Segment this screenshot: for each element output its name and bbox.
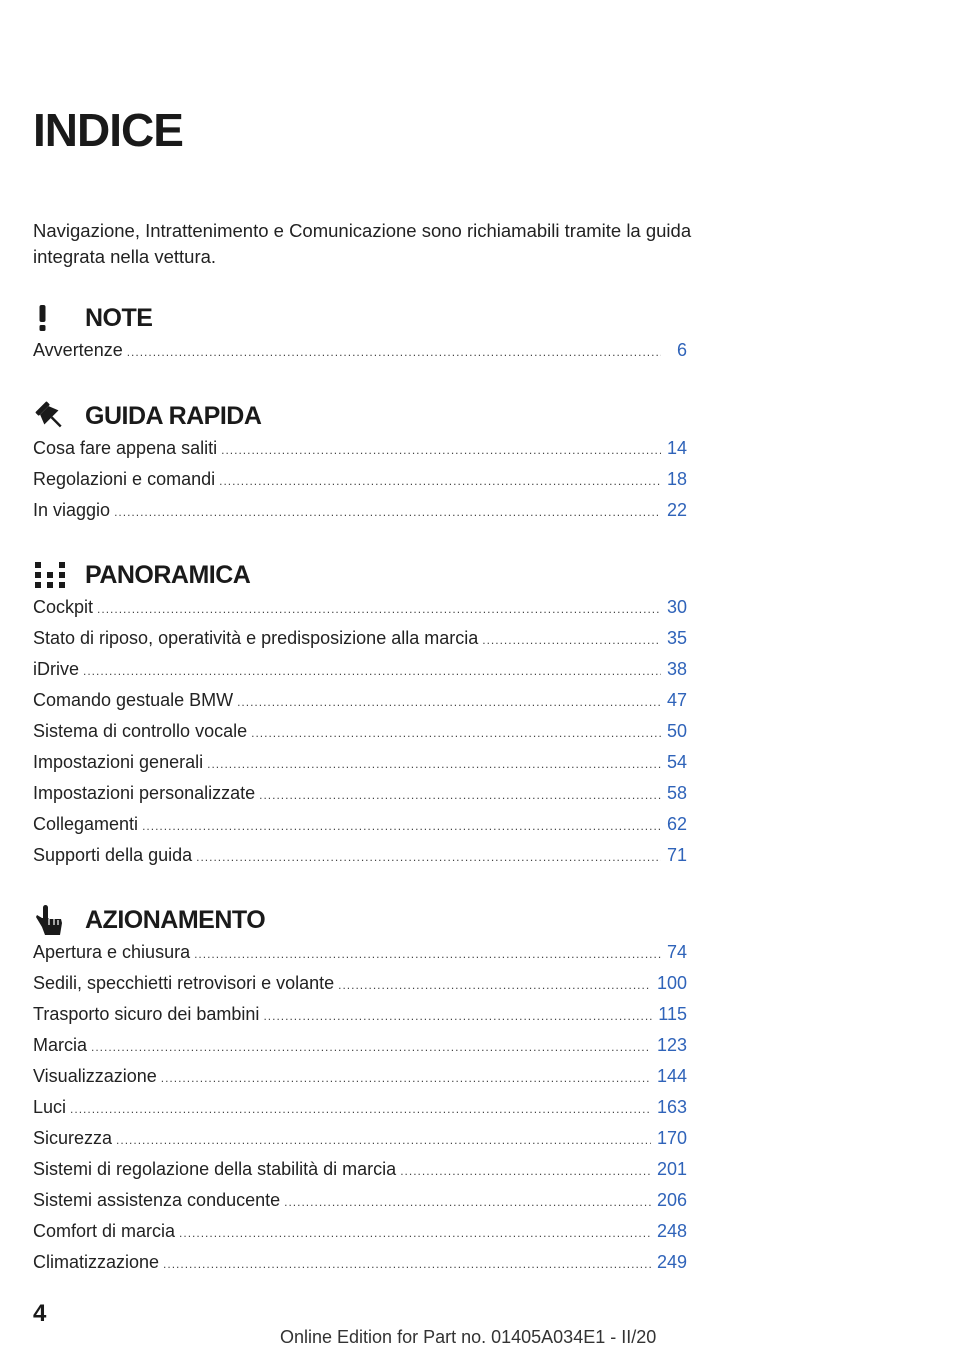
toc-entry-page[interactable]: 30	[666, 597, 687, 617]
section-title: NOTE	[85, 303, 153, 332]
toc-entry[interactable]	[33, 1066, 687, 1097]
toc-entry-page[interactable]: 14	[666, 438, 687, 458]
dot-leader	[70, 1102, 651, 1116]
toc-entry-label: Cockpit	[33, 597, 94, 617]
toc-entry[interactable]	[33, 1221, 687, 1252]
toc-entry-label: Climatizzazione	[33, 1252, 160, 1272]
toc-entry-page[interactable]: 74	[666, 942, 687, 962]
dot-leader	[196, 850, 661, 864]
toc-entry-page[interactable]: 100	[656, 973, 687, 993]
dot-leader	[114, 505, 661, 519]
dot-leader	[116, 1133, 651, 1147]
dot-leader	[400, 1164, 651, 1178]
toc-entry-page[interactable]: 22	[666, 500, 687, 520]
toc-entry[interactable]	[33, 438, 687, 469]
toc-entry-label: Stato di riposo, operatività e predisposizione alla marcia	[33, 628, 479, 648]
toc-entry-label: iDrive	[33, 659, 80, 679]
toc-entry[interactable]	[33, 973, 687, 1004]
exclamation-icon	[33, 300, 71, 336]
toc-entry[interactable]	[33, 628, 687, 659]
toc-entry[interactable]	[33, 814, 687, 845]
dot-leader	[482, 633, 661, 647]
dot-leader	[251, 726, 661, 740]
dot-leader	[179, 1226, 651, 1240]
toc-entry[interactable]	[33, 340, 687, 371]
dot-leader	[97, 602, 661, 616]
toc-entry[interactable]	[33, 1097, 687, 1128]
toc-entry[interactable]	[33, 500, 687, 531]
dot-leader	[83, 664, 661, 678]
dot-leader	[237, 695, 661, 709]
dot-leader	[284, 1195, 651, 1209]
toc-entry[interactable]	[33, 597, 687, 628]
toc-entry-label: Comfort di marcia	[33, 1221, 176, 1241]
dot-leader	[194, 947, 661, 961]
toc-entry[interactable]	[33, 1035, 687, 1066]
toc-entry[interactable]	[33, 469, 687, 500]
toc-entry[interactable]	[33, 1004, 687, 1035]
dot-leader	[263, 1009, 652, 1023]
toc-entry[interactable]	[33, 1159, 687, 1190]
toc-entry-page[interactable]: 6	[676, 340, 687, 360]
toc-entry-label: Luci	[33, 1097, 67, 1117]
toc-entry-page[interactable]: 163	[656, 1097, 687, 1117]
toc-entry-page[interactable]: 54	[666, 752, 687, 772]
section-header	[33, 902, 687, 938]
toc-entry-label: Marcia	[33, 1035, 88, 1055]
toc-entry-page[interactable]: 58	[666, 783, 687, 803]
toc-entry-page[interactable]: 71	[666, 845, 687, 865]
dot-leader	[142, 819, 661, 833]
dot-leader	[221, 443, 661, 457]
dot-leader	[259, 788, 661, 802]
toc-entry[interactable]	[33, 845, 687, 876]
dot-leader	[338, 978, 651, 992]
section-azionamento	[33, 902, 687, 1283]
grid-icon	[33, 557, 71, 593]
section-guida-rapida	[33, 398, 687, 531]
toc-entry-page[interactable]: 18	[666, 469, 687, 489]
page-number: 4	[33, 1300, 47, 1327]
toc-entry-page[interactable]: 47	[666, 690, 687, 710]
toc-entry[interactable]	[33, 690, 687, 721]
toc-entry-label: Collegamenti	[33, 814, 139, 834]
dot-leader	[163, 1257, 651, 1271]
section-title: GUIDA RAPIDA	[85, 401, 262, 430]
section-title: PANORAMICA	[85, 560, 251, 589]
toc-entry-page[interactable]: 249	[656, 1252, 687, 1272]
toc-entry[interactable]	[33, 659, 687, 690]
toc-entry-label: Sicurezza	[33, 1128, 113, 1148]
pin-icon	[33, 398, 71, 434]
toc-entry-page[interactable]: 115	[658, 1004, 687, 1024]
toc-entry-page[interactable]: 62	[666, 814, 687, 834]
dot-leader	[219, 474, 661, 488]
section-panoramica	[33, 557, 687, 876]
toc-entry-label: Regolazioni e comandi	[33, 469, 216, 489]
toc-entry-page[interactable]: 206	[656, 1190, 687, 1210]
toc-entry-label: Comando gestuale BMW	[33, 690, 234, 710]
toc-entry[interactable]	[33, 1252, 687, 1283]
toc-entry-page[interactable]: 123	[656, 1035, 687, 1055]
toc-entry-label: Impostazioni generali	[33, 752, 204, 772]
toc-entry-page[interactable]: 170	[656, 1128, 687, 1148]
toc-entry[interactable]	[33, 1128, 687, 1159]
section-note	[33, 300, 687, 371]
toc-entry-label: In viaggio	[33, 500, 111, 520]
toc-entry[interactable]	[33, 1190, 687, 1221]
footer-edition: Online Edition for Part no. 01405A034E1 - II/20	[280, 1327, 657, 1347]
toc-entry-label: Avvertenze	[33, 340, 123, 360]
toc-entry-label: Visualizzazione	[33, 1066, 157, 1086]
toc-entry-label: Supporti della guida	[33, 845, 193, 865]
dot-leader	[91, 1040, 651, 1054]
toc-entry-label: Cosa fare appena saliti	[33, 438, 218, 458]
intro-text: Navigazione, Intrattenimento e Comunicazione sono richiamabili tramite la guida integrata nella vettura.	[33, 220, 692, 267]
section-title: AZIONAMENTO	[85, 905, 266, 934]
toc-entry[interactable]	[33, 942, 687, 973]
section-header	[33, 398, 687, 434]
toc-entry-page[interactable]: 144	[656, 1066, 687, 1086]
dot-leader	[207, 757, 661, 771]
section-header	[33, 300, 687, 336]
toc-entry-label: Sedili, specchietti retrovisori e volante	[33, 973, 335, 993]
toc-entry-label: Sistemi assistenza conducente	[33, 1190, 281, 1210]
dot-leader	[127, 345, 661, 359]
toc-entry-page[interactable]: 201	[656, 1159, 687, 1179]
toc-entry-page[interactable]: 35	[666, 628, 687, 648]
dot-leader	[161, 1071, 651, 1085]
toc-entry-label: Sistema di controllo vocale	[33, 721, 248, 741]
page-title: INDICE	[33, 104, 183, 156]
toc-entry-page[interactable]: 248	[656, 1221, 687, 1241]
section-header	[33, 557, 687, 593]
toc-entry[interactable]	[33, 752, 687, 783]
toc-entry[interactable]	[33, 721, 687, 752]
toc-entry-label: Apertura e chiusura	[33, 942, 191, 962]
toc-entry[interactable]	[33, 783, 687, 814]
toc-entry-page[interactable]: 50	[666, 721, 687, 741]
toc-entry-label: Sistemi di regolazione della stabilità di marcia	[33, 1159, 397, 1179]
toc-entry-label: Trasporto sicuro dei bambini	[33, 1004, 260, 1024]
toc-entry-label: Impostazioni personalizzate	[33, 783, 256, 803]
hand-pointer-icon	[33, 902, 71, 938]
toc-entry-page[interactable]: 38	[666, 659, 687, 679]
